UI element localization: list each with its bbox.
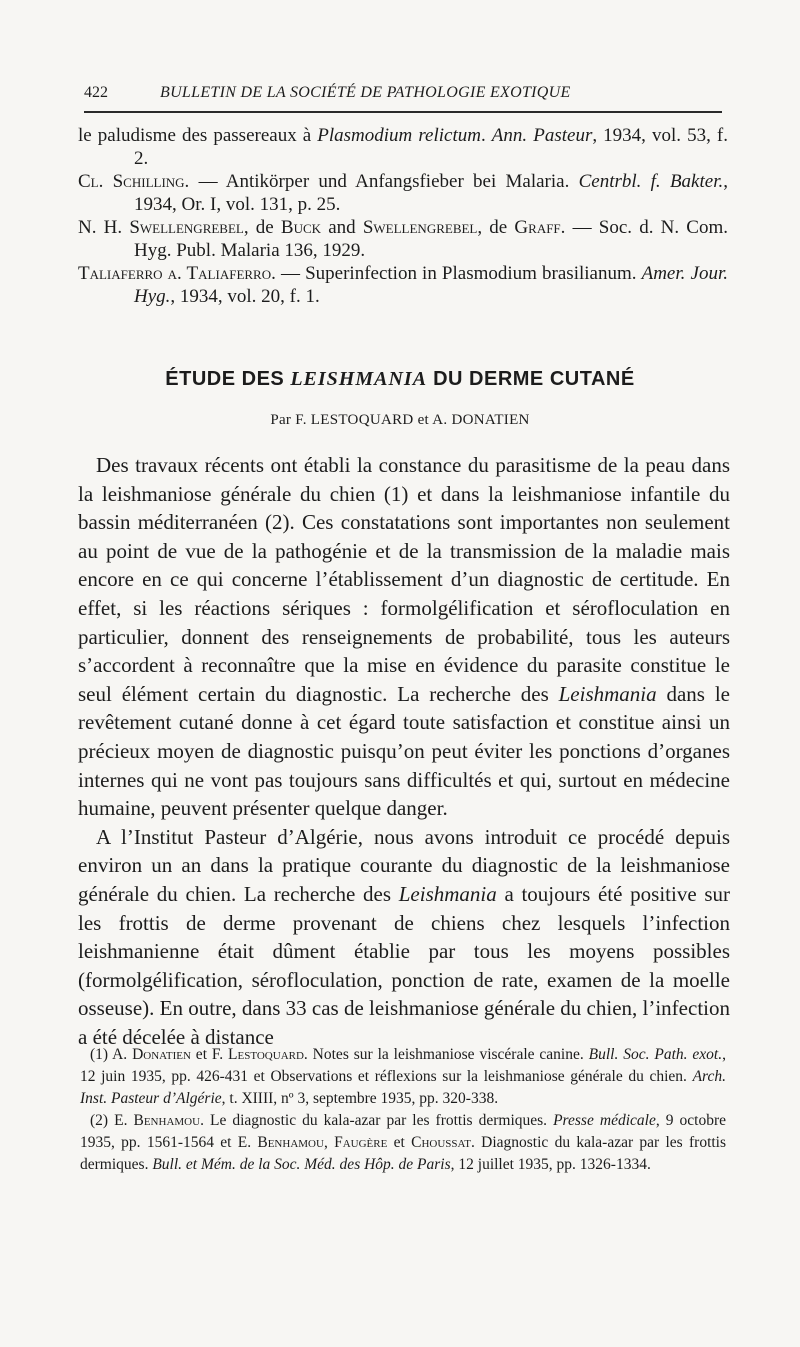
reference-list <box>78 124 728 308</box>
footnote <box>80 1044 726 1110</box>
footnotes <box>80 1044 726 1176</box>
byline: Par F. LESTOQUARD et A. DONATIEN <box>270 412 530 428</box>
ref-author: Cl. Schilling. <box>78 171 190 192</box>
reference-item <box>78 216 728 262</box>
ref-author: Buck <box>280 217 322 238</box>
page-header <box>84 84 724 102</box>
footnote-text: (2) E. <box>90 1112 134 1129</box>
ref-text: . <box>480 125 492 146</box>
footnote-text: , 12 juin 1935, pp. 426-431 et Observations et réflexions sur la leishmaniose générale du chien. <box>80 1046 726 1085</box>
ref-text: le paludisme des passereaux à <box>78 125 318 146</box>
footnote-text: et F. <box>190 1046 229 1063</box>
ref-author: Swellengrebel <box>129 217 244 238</box>
page-number: 422 <box>84 84 108 101</box>
footnote-journal: Bull. Soc. Path. exot. <box>588 1046 723 1063</box>
ref-journal: Centrbl. f. Bakter. <box>578 171 724 192</box>
ref-text: , 1934, vol. 20, f. 1. <box>170 286 320 307</box>
article-body <box>78 451 730 1051</box>
ref-journal: Ann. Pasteur <box>491 125 593 146</box>
ref-author: Swellengrebel <box>362 217 478 238</box>
footnote-text: , t. XIIII, nº 3, septembre 1935, pp. 320-338. <box>221 1090 499 1107</box>
running-title: BULLETIN DE LA SOCIÉTÉ DE PATHOLOGIE EXOTIQUE <box>160 84 571 101</box>
footnote-journal: Bull. et Mém. de la Soc. Méd. des Hôp. de Paris <box>152 1156 451 1173</box>
paragraph-text: dans le revêtement cutané donne à cet égard toute satisfaction et constitue ainsi un précieux moyen de diagnostic puisqu’on peut éviter les ponctions d’organes internes qui ne vont pas toujours sans difficultés et qui, surtout en médecine humaine, peuvent présenter quelque danger. <box>78 681 730 821</box>
footnote-text: (1) A. <box>90 1046 133 1063</box>
footnote-author: Benhamou <box>257 1134 324 1151</box>
footnote-text: , <box>323 1134 335 1151</box>
article-title <box>80 368 720 391</box>
reference-item <box>78 262 728 308</box>
reference-item <box>78 124 728 170</box>
title-genus: LEISHMANIA <box>290 368 428 390</box>
header-rule <box>84 111 722 113</box>
footnote-journal: Arch. Inst. Pasteur d’Algérie <box>80 1068 726 1107</box>
ref-text: , de <box>243 217 281 238</box>
paragraph <box>78 823 730 1052</box>
footnote-author: Benhamou <box>133 1112 201 1129</box>
ref-text: N. H. <box>78 217 130 238</box>
paragraph-text: A l’Institut Pasteur d’Algérie, nous avons introduit ce procédé depuis environ un an dans la pratique courante du diagnostic de la leishmaniose générale du chien. La recherche des <box>78 824 730 906</box>
ref-text: and <box>321 217 363 238</box>
ref-text: , 1934, Or. I, vol. 131, p. 25. <box>134 171 728 215</box>
footnote-author: Choussat <box>411 1134 471 1151</box>
ref-author: Taliaferro a. Taliaferro. <box>78 263 276 284</box>
footnote-author: Lestoquard <box>228 1046 304 1063</box>
ref-author: Graff. <box>514 217 566 238</box>
footnote-text: et <box>387 1134 412 1151</box>
footnote-author: Faugère <box>334 1134 388 1151</box>
ref-text: , de <box>477 217 515 238</box>
ref-text: — Antikörper und Anfangsfieber bei Malaria. <box>189 171 579 192</box>
genus-name: Leishmania <box>398 881 497 906</box>
paragraph-text: a toujours été positive sur les frottis de derme provenant de chiens chez lesquels l’infection leishmanienne était dûment établie par tous les moyens possibles (formolgélification, sérofloculation, ponction de rate, examen de la moelle osseuse). En outre, dans 33 cas de leishmaniose générale du chien, l’infection a été décelée à distance <box>78 881 731 1049</box>
footnote-text: . Notes sur la leishmaniose viscérale canine. <box>303 1046 589 1063</box>
footnote-text: , 12 juillet 1935, pp. 1326-1334. <box>450 1156 651 1173</box>
ref-text: — Soc. d. N. Com. Hyg. Publ. Malaria 136, 1929. <box>134 217 728 261</box>
footnote-journal: Presse médicale <box>553 1112 656 1129</box>
footnote-author: Donatien <box>132 1046 191 1063</box>
paragraph-text: Des travaux récents ont établi la constance du parasitisme de la peau dans la leishmaniose générale du chien (1) et dans la leishmaniose infantile du bassin méditerranéen (2). Ces constatations sont importantes non seulement au point de vue de la pathogénie et de la transmission de la maladie mais encore en ce qui concerne l’établissement d’un diagnostic de certitude. En effet, si les réactions sériques : formolgélification et sérofloculation en particulier, donnent des renseignements de probabilité, tous les auteurs s’accordent à reconnaître que la mise en évidence du parasite constitue le seul élément certain du diagnostic. La recherche des <box>78 453 730 706</box>
footnote-text: . Diagnostic du kala-azar par les frottis dermiques. <box>80 1134 727 1173</box>
reference-item <box>78 170 728 216</box>
ref-journal: Amer. Jour. Hyg. <box>134 263 728 307</box>
footnote-text: , 9 octobre 1935, pp. 1561-1564 et E. <box>80 1112 727 1151</box>
genus-name: Leishmania <box>558 681 657 706</box>
title-text: ÉTUDE DES <box>165 368 291 390</box>
paragraph <box>78 451 730 823</box>
ref-text: — Superinfection in Plasmodium brasilianum. <box>275 263 642 284</box>
title-text: DU DERME CUTANÉ <box>427 368 635 390</box>
footnote <box>80 1110 726 1176</box>
footnote-text: . Le diagnostic du kala-azar par les frottis dermiques. <box>200 1112 554 1129</box>
ref-genus: Plasmodium relictum <box>317 125 481 146</box>
ref-text: , 1934, vol. 53, f. 2. <box>134 125 728 169</box>
